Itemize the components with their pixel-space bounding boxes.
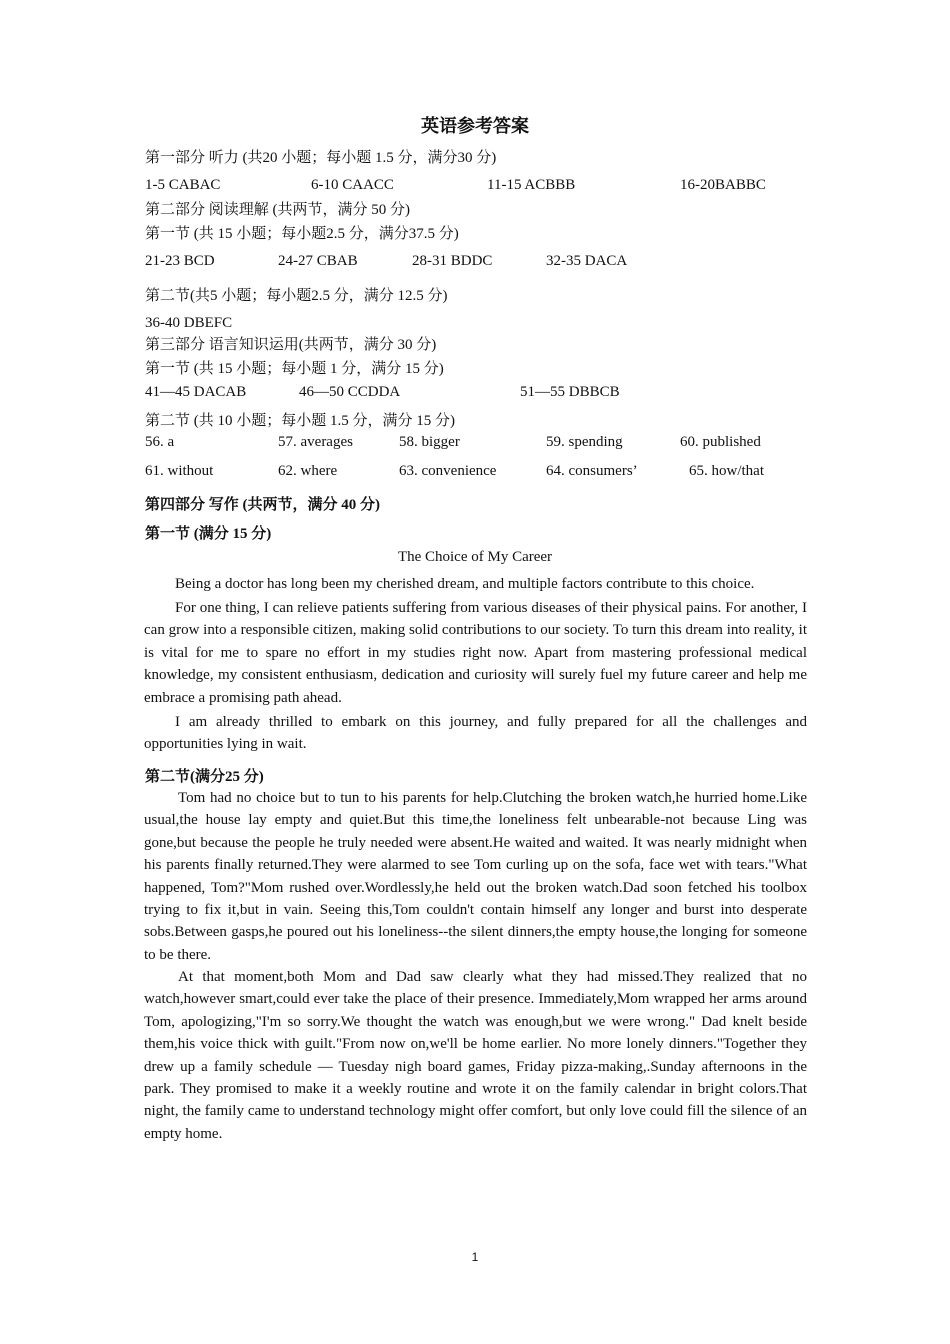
part1-heading: 第一部分 听力 (共20 小题；每小题 1.5 分，满分30 分) <box>145 150 497 166</box>
answer-group: 32-35 DACA <box>546 253 628 269</box>
answer-group: 28-31 BDDC <box>412 253 493 269</box>
essay-paragraph: Being a doctor has long been my cherished dream, and multiple factors contribute to this choice. <box>175 576 755 592</box>
answer-group: 24-27 CBAB <box>278 253 358 269</box>
answer-group: 1-5 CABAC <box>145 177 221 193</box>
part4-section2-heading: 第二节(满分25 分) <box>145 769 264 785</box>
part2-section2-heading: 第二节(共5 小题；每小题2.5 分，满分 12.5 分) <box>145 288 448 304</box>
answer-item: 63. convenience <box>399 463 497 479</box>
answer-item: 62. where <box>278 463 338 479</box>
part3-section1-heading: 第一节 (共 15 小题；每小题 1 分，满分 15 分) <box>145 361 444 377</box>
part2-heading: 第二部分 阅读理解 (共两节，满分 50 分) <box>145 202 410 218</box>
part3-section2-heading: 第二节 (共 10 小题；每小题 1.5 分，满分 15 分) <box>145 413 455 429</box>
page-number: 1 <box>471 1250 479 1264</box>
answer-group: 21-23 BCD <box>145 253 215 269</box>
part2-section1-heading: 第一节 (共 15 小题；每小题2.5 分，满分37.5 分) <box>145 226 459 242</box>
essay-title: The Choice of My Career <box>397 549 553 565</box>
answer-group: 6-10 CAACC <box>311 177 394 193</box>
answer-item: 65. how/that <box>689 463 764 479</box>
page-title: 英语参考答案 <box>421 116 529 136</box>
story-paragraph: Tom had no choice but to tun to his parents for help.Clutching the broken watch,he hurried home.Like usual,the house lay empty and quiet.But this time,the loneliness felt unbearable-not because Ling was gone,but because the people he truly needed were absent.He waited and waited. It was nearly midnight when his parents finally returned.They were alarmed to see Tom curling up on the sofa, face wet with tears."What happened, Tom?"Mom rushed over.Wordlessly,he held out the broken watch.Dad soon fetched his toolbox trying to fix it,but in vain. Seeing this,Tom couldn't contain himself any longer and burst into desperate sobs.Between gasps,he poured out his loneliness--the silent dinners,the empty house,the longing for someone to be there. <box>144 790 807 963</box>
answer-item: 56. a <box>145 434 175 450</box>
story-paragraph: At that moment,both Mom and Dad saw clearly what they had missed.They realized that no watch,however smart,could ever take the place of their presence. Immediately,Mom wrapped her arms around Tom, apologizing,"I'm so sorry.We thought the watch was enough,but we were wrong." Dad knelt beside them,his voice thick with guilt."From now on,we'll be home earlier. No more lonely dinners."Together they drew up a family schedule — Tuesday nigh board games, Friday pizza-making,.Sunday afternoons in the park. They promised to make it a weekly routine and wrote it on the family calendar in bright colors.That night, the family came to understand technology might offer comfort, but only love could fill the silence of an empty home. <box>144 969 807 1142</box>
answer-group: 16-20BABBC <box>680 177 766 193</box>
essay-paragraph: For one thing, I can relieve patients suffering from various diseases of their physical pains. For another, I can grow into a responsible citizen, making solid contributions to our society. To turn this dream into reality, it is vital for me to spare no effort in my studies right now. Apart from mastering professional medical knowledge, my consistent enthusiasm, dedication and curiosity will surely fuel my future career and help me embrace a promising path ahead. <box>144 600 807 706</box>
part4-heading: 第四部分 写作 (共两节，满分 40 分) <box>145 497 380 513</box>
part4-section1-heading: 第一节 (满分 15 分) <box>145 526 272 542</box>
essay-paragraph: I am already thrilled to embark on this journey, and fully prepared for all the challenges and opportunities lying in wait. <box>144 714 807 753</box>
answer-item: 64. consumers’ <box>546 463 638 479</box>
answer-group: 36-40 DBEFC <box>145 315 233 331</box>
answer-group: 11-15 ACBBB <box>487 177 576 193</box>
answer-item: 58. bigger <box>399 434 460 450</box>
answer-group: 46—50 CCDDA <box>299 384 401 400</box>
answer-item: 61. without <box>145 463 214 479</box>
answer-group: 41—45 DACAB <box>145 384 247 400</box>
answer-item: 60. published <box>680 434 761 450</box>
answer-group: 51—55 DBBCB <box>520 384 620 400</box>
answer-item: 59. spending <box>546 434 623 450</box>
answer-item: 57. averages <box>278 434 353 450</box>
part3-heading: 第三部分 语言知识运用(共两节，满分 30 分) <box>145 337 437 353</box>
